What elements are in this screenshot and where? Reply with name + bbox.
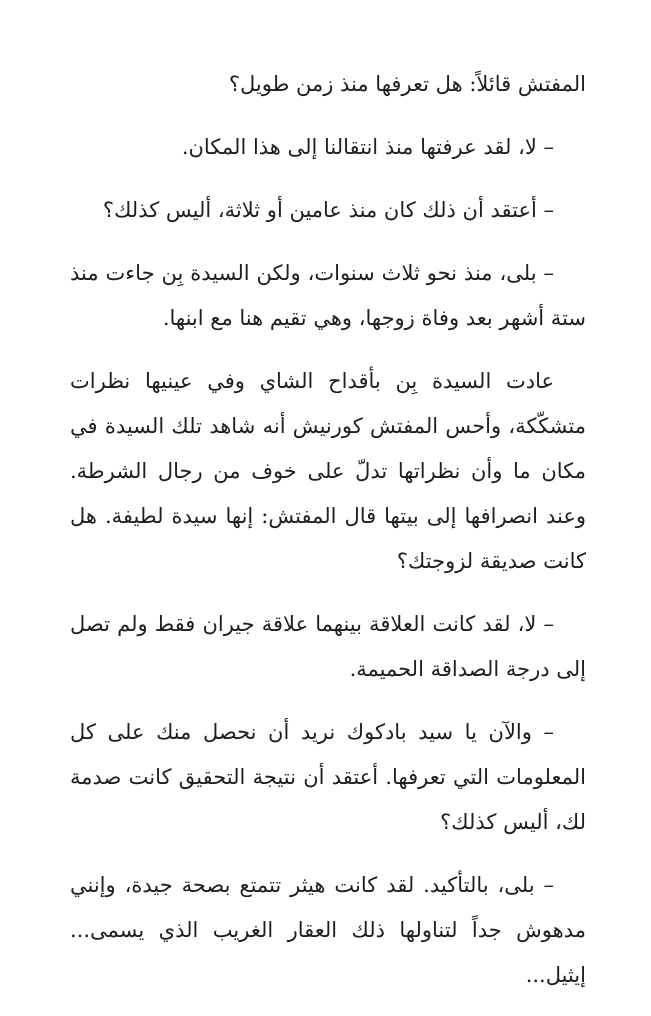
paragraph-inspector-question: المفتش قائلاً: هل تعرفها منذ زمن طويل؟ bbox=[228, 72, 586, 96]
paragraph-narration: عادت السيدة بِن بأقداح الشاي وفي عينيها نظرات متشكّكة، وأحس المفتش كورنيش أنه شاهد تلك السيدة في مكان ما وأن نظراتها تدلّ على خوف من رجال الشرطة. وعند انصرافها إلى بيتها قال المفتش: إنها سيدة لطيفة. هل كانت صديقة لزوجتك؟ bbox=[70, 369, 586, 573]
paragraph-dialogue-reply: – بلى، منذ نحو ثلاث سنوات، ولكن السيدة بِن جاءت منذ ستة أشهر بعد وفاة زوجها، وهي تقيم هنا مع ابنها. bbox=[70, 261, 586, 330]
paragraph-dialogue-question: – والآن يا سيد بادكوك نريد أن نحصل منك على كل المعلومات التي تعرفها. أعتقد أن نتيجة التحقيق كانت صدمة لك، أليس كذلك؟ bbox=[70, 720, 586, 834]
paragraph-dialogue-reply: – لا، لقد عرفتها منذ انتقالنا إلى هذا المكان. bbox=[181, 135, 554, 159]
paragraph-dialogue-reply: – لا، لقد كانت العلاقة بينهما علاقة جيران فقط ولم تصل إلى درجة الصداقة الحميمة. bbox=[70, 612, 586, 681]
paragraph-dialogue-question: – أعتقد أن ذلك كان منذ عامين أو ثلاثة، أليس كذلك؟ bbox=[102, 198, 554, 222]
paragraph-dialogue-reply: – بلى، بالتأكيد. لقد كانت هيثر تتمتع بصحة جيدة، وإنني مدهوش جداً لتناولها ذلك العقار الغريب الذي يسمى... إيثيل... bbox=[70, 873, 586, 987]
book-page bbox=[70, 62, 586, 1016]
